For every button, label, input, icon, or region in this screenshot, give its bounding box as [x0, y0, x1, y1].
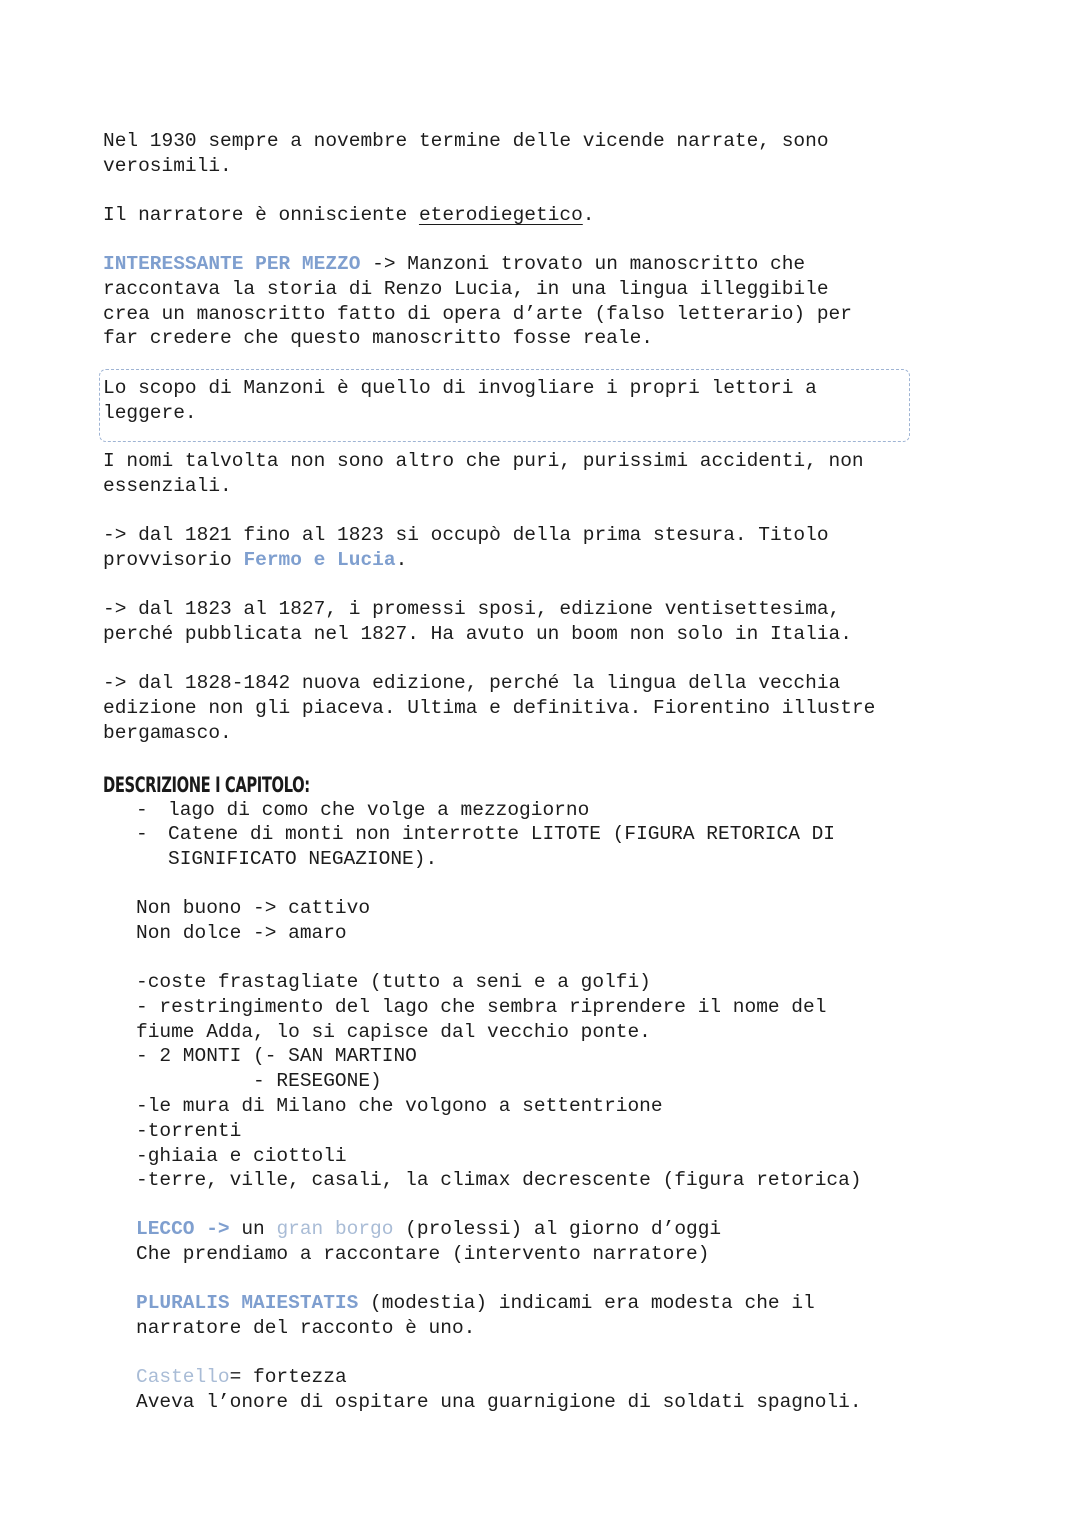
highlight-term: INTERESSANTE PER MEZZO [103, 253, 361, 275]
text-line: verosimili. [103, 154, 232, 177]
paragraph-names [103, 449, 864, 499]
description-list [136, 970, 862, 1193]
text-line: Non buono -> cattivo [136, 897, 371, 919]
bullet-marker: - [136, 799, 148, 821]
text-line: bergamasco. [103, 721, 232, 744]
text-line: crea un manoscritto fatto di opera d’arte (falso letterario) per [103, 302, 852, 325]
text-line: -> dal 1821 fino al 1823 si occupò della prima stesura. Titolo [103, 524, 829, 546]
bullet-item [168, 822, 835, 872]
text-line: raccontava la storia di Renzo Lucia, in una lingua illeggibile [103, 277, 829, 300]
text-line: perché pubblicata nel 1827. Ha avuto un boom non solo in Italia. [103, 622, 852, 645]
text-line: -> dal 1823 al 1827, i promessi sposi, edizione ventisettesima, [103, 598, 841, 620]
section-heading: DESCRIZIONE I CAPITOLO: [103, 773, 310, 797]
underlined-term: eterodiegetico [418, 204, 583, 226]
paragraph-first-draft [103, 523, 829, 573]
list-item: -ghiaia e ciottoli [136, 1144, 347, 1167]
list-item: fiume Adda, lo si capisce dal vecchio ponte. [136, 1020, 651, 1043]
light-term: Castello [136, 1366, 230, 1388]
list-item: -coste frastagliate (tutto a seni e a golfi) [136, 971, 651, 993]
text-segment: (modestia) indicami era modesta che il [358, 1292, 815, 1314]
paragraph-second-edition [103, 597, 852, 647]
list-item: - RESEGONE) [136, 1070, 382, 1093]
text-line: Non dolce -> amaro [136, 921, 347, 944]
text-segment: (prolessi) al giorno d’oggi [393, 1218, 722, 1240]
text-line: leggere. [103, 401, 197, 424]
text-line: far credere che questo manoscritto fosse reale. [103, 327, 653, 350]
paragraph-final-edition [103, 671, 875, 745]
text-line: SIGNIFICATO NEGAZIONE). [168, 847, 438, 870]
paragraph-manuscript [103, 252, 852, 351]
light-term: gran borgo [276, 1218, 394, 1240]
text-line: Che prendiamo a raccontare (intervento narratore) [136, 1242, 710, 1265]
text-segment: . [582, 204, 595, 226]
list-item: -torrenti [136, 1119, 242, 1142]
paragraph-lecco [136, 1217, 721, 1267]
text-line: edizione non gli piaceva. Ultima e definitiva. Fiorentino illustre [103, 696, 876, 719]
text-segment: = fortezza [229, 1366, 347, 1388]
text-line: Catene di monti non interrotte LITOTE (FIGURA RETORICA DI [168, 823, 836, 845]
highlight-term: PLURALIS MAIESTATIS [136, 1292, 359, 1314]
examples-block [136, 896, 370, 946]
text-segment: -> Manzoni trovato un manoscritto che [360, 253, 806, 275]
list-item: -le mura di Milano che volgono a settentrione [136, 1094, 663, 1117]
text-line: Lo scopo di Manzoni è quello di invogliare i propri lettori a [103, 377, 817, 399]
paragraph-narrator [103, 203, 594, 228]
bullet-item: lago di como che volge a mezzogiorno [168, 799, 590, 821]
text-segment: Il narratore è onnisciente [103, 204, 419, 226]
text-line: essenziali. [103, 474, 232, 497]
highlight-title: Fermo e Lucia [243, 548, 396, 571]
text-segment: un [229, 1218, 277, 1240]
text-line: Nel 1930 sempre a novembre termine delle vicende narrate, sono [103, 130, 829, 152]
paragraph-pluralis [136, 1291, 815, 1341]
list-item: - 2 MONTI (- SAN MARTINO [136, 1045, 417, 1068]
list-item: - restringimento del lago che sembra riprendere il nome del [136, 995, 827, 1018]
list-item: -terre, ville, casali, la climax decrescente (figura retorica) [136, 1169, 862, 1192]
text-line: -> dal 1828-1842 nuova edizione, perché la lingua della vecchia [103, 672, 841, 694]
bullet-marker: - [136, 823, 148, 845]
text-segment: provvisorio [103, 548, 244, 571]
text-line: narratore del racconto è uno. [136, 1316, 476, 1339]
highlight-term: LECCO -> [136, 1218, 230, 1240]
text-line: I nomi talvolta non sono altro che puri, purissimi accidenti, non [103, 450, 864, 472]
paragraph-time [103, 129, 829, 179]
text-segment: . [395, 548, 408, 571]
paragraph-castello [136, 1365, 862, 1415]
text-line: Aveva l’onore di ospitare una guarnigione di soldati spagnoli. [136, 1390, 862, 1413]
callout-text [103, 376, 817, 426]
